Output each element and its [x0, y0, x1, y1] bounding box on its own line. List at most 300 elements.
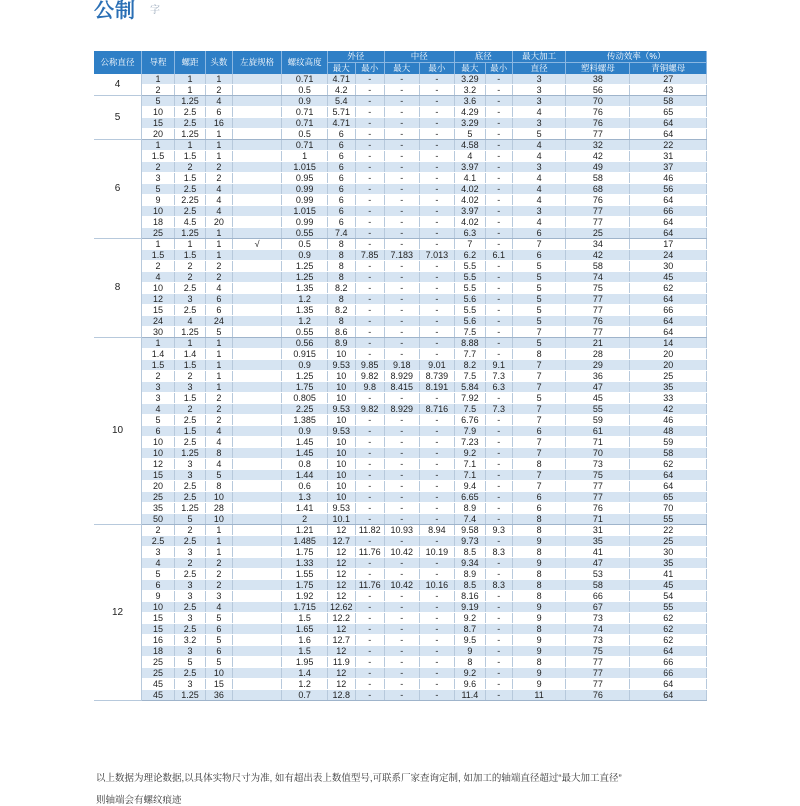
table-cell: 1 — [206, 360, 233, 371]
table-cell: 64 — [630, 195, 707, 206]
table-cell: 64 — [630, 217, 707, 228]
table-cell: - — [419, 129, 454, 140]
table-cell: - — [355, 503, 384, 514]
table-cell: - — [419, 602, 454, 613]
table-row — [94, 393, 707, 404]
table-cell: 1 — [142, 140, 175, 151]
table-cell: 66 — [566, 591, 630, 602]
table-cell — [232, 261, 282, 272]
table-cell — [232, 514, 282, 525]
table-cell: - — [384, 437, 419, 448]
table-cell: - — [419, 294, 454, 305]
table-cell: 2 — [282, 514, 327, 525]
table-cell: 25 — [630, 536, 707, 547]
table-cell: 7.9 — [454, 426, 485, 437]
table-cell — [232, 217, 282, 228]
header-root-max: 最大 — [454, 63, 485, 75]
table-cell: 68 — [566, 184, 630, 195]
table-cell: 2.5 — [175, 481, 206, 492]
table-cell: 34 — [566, 239, 630, 250]
table-cell: - — [355, 591, 384, 602]
table-cell: - — [355, 305, 384, 316]
table-cell: - — [419, 349, 454, 360]
table-cell: 41 — [630, 569, 707, 580]
table-cell: 70 — [630, 503, 707, 514]
table-cell: 45 — [142, 690, 175, 701]
table-cell: 5 — [142, 569, 175, 580]
table-cell: 0.8 — [282, 459, 327, 470]
table-cell: - — [384, 657, 419, 668]
table-cell: 75 — [566, 470, 630, 481]
table-cell: - — [419, 228, 454, 239]
table-cell: - — [485, 316, 512, 327]
table-cell: 7.5 — [454, 404, 485, 415]
table-cell: 1.5 — [175, 393, 206, 404]
table-cell: 2.5 — [175, 206, 206, 217]
table-cell: 4 — [512, 184, 566, 195]
table-cell: 6 — [512, 426, 566, 437]
table-cell: 3 — [512, 206, 566, 217]
table-cell: 0.71 — [282, 140, 327, 151]
table-cell: - — [355, 415, 384, 426]
table-cell — [232, 668, 282, 679]
table-cell: 15 — [142, 305, 175, 316]
table-cell: 2.5 — [175, 569, 206, 580]
table-cell: 1.45 — [282, 437, 327, 448]
table-cell — [232, 536, 282, 547]
table-cell: - — [384, 239, 419, 250]
table-cell — [232, 272, 282, 283]
table-cell — [232, 470, 282, 481]
table-cell: - — [384, 349, 419, 360]
table-cell: 11.9 — [327, 657, 355, 668]
table-cell: - — [384, 503, 419, 514]
table-cell: 71 — [566, 514, 630, 525]
table-cell: 4 — [206, 206, 233, 217]
table-row — [94, 360, 707, 371]
table-cell: 9 — [512, 646, 566, 657]
table-cell: 0.99 — [282, 195, 327, 206]
footnote-line-1: 以上数据为理论数据,以具体实物尺寸为准, 如有超出表上数值型号,可联系厂家查询定制, 如加工的轴端直径超过“最大加工直径” — [96, 773, 622, 784]
table-cell: 1 — [175, 239, 206, 250]
table-cell: 5 — [512, 316, 566, 327]
table-cell — [232, 547, 282, 558]
table-cell: - — [384, 481, 419, 492]
table-cell: - — [485, 85, 512, 96]
table-cell: 1 — [206, 250, 233, 261]
table-cell: 4 — [206, 195, 233, 206]
table-row — [94, 492, 707, 503]
table-cell: 64 — [630, 294, 707, 305]
table-cell: 6 — [327, 129, 355, 140]
table-row — [94, 85, 707, 96]
header-pitch: 螺距 — [175, 51, 206, 74]
table-cell: 1.41 — [282, 503, 327, 514]
table-cell: 8 — [327, 239, 355, 250]
table-cell: 8.929 — [384, 371, 419, 382]
table-cell: 55 — [566, 404, 630, 415]
table-cell: 77 — [566, 129, 630, 140]
table-cell: 1 — [175, 140, 206, 151]
table-cell: 36 — [566, 371, 630, 382]
table-cell: 62 — [630, 613, 707, 624]
table-cell: 4.1 — [454, 173, 485, 184]
table-cell — [232, 657, 282, 668]
table-cell: - — [485, 635, 512, 646]
table-cell: 3.2 — [454, 85, 485, 96]
nominal-diameter-cell: 10 — [94, 338, 142, 525]
table-cell: - — [419, 96, 454, 107]
table-cell: 28 — [206, 503, 233, 514]
table-cell: 6 — [512, 250, 566, 261]
table-cell: 1 — [206, 151, 233, 162]
table-cell: 10 — [327, 459, 355, 470]
table-cell: 12 — [142, 459, 175, 470]
table-cell: 1.75 — [282, 382, 327, 393]
table-cell: - — [419, 646, 454, 657]
table-cell: - — [355, 118, 384, 129]
table-cell: 9.8 — [355, 382, 384, 393]
table-cell — [232, 316, 282, 327]
table-cell: 12.2 — [327, 613, 355, 624]
table-cell: √ — [232, 239, 282, 250]
table-cell: 9.01 — [419, 360, 454, 371]
header-plastic-nut: 塑料螺母 — [566, 63, 630, 75]
table-cell: 77 — [566, 668, 630, 679]
table-cell — [232, 525, 282, 536]
nominal-diameter-cell: 12 — [94, 525, 142, 701]
table-cell: 20 — [630, 349, 707, 360]
table-cell: 7 — [512, 360, 566, 371]
header-root-min: 最小 — [485, 63, 512, 75]
table-cell: - — [485, 107, 512, 118]
table-cell: 6 — [512, 503, 566, 514]
table-cell: 10 — [142, 437, 175, 448]
table-row — [94, 195, 707, 206]
table-cell: 10 — [327, 470, 355, 481]
table-cell: - — [485, 195, 512, 206]
table-cell: 1.95 — [282, 657, 327, 668]
table-cell: 4 — [206, 437, 233, 448]
table-cell: - — [419, 459, 454, 470]
table-cell: 24 — [630, 250, 707, 261]
table-cell — [232, 206, 282, 217]
table-cell: 45 — [142, 679, 175, 690]
table-row — [94, 283, 707, 294]
table-row — [94, 305, 707, 316]
table-cell: 7.1 — [454, 470, 485, 481]
table-cell: 7 — [512, 415, 566, 426]
table-cell: - — [384, 459, 419, 470]
table-cell: - — [355, 217, 384, 228]
table-cell: - — [355, 338, 384, 349]
table-cell: 7.1 — [454, 459, 485, 470]
header-bronze-nut: 青铜螺母 — [630, 63, 707, 75]
table-cell: - — [355, 129, 384, 140]
table-cell: 1.715 — [282, 602, 327, 613]
table-cell: 1.5 — [175, 173, 206, 184]
table-cell: - — [485, 514, 512, 525]
table-cell: - — [419, 195, 454, 206]
table-cell: 55 — [630, 514, 707, 525]
table-cell: 8 — [512, 459, 566, 470]
table-cell — [232, 250, 282, 261]
table-row — [94, 261, 707, 272]
table-row — [94, 96, 707, 107]
table-cell: 4 — [454, 151, 485, 162]
table-cell: 9.18 — [384, 360, 419, 371]
table-cell: 4.02 — [454, 217, 485, 228]
table-row — [94, 635, 707, 646]
table-cell: 2.5 — [175, 668, 206, 679]
table-cell: 1 — [175, 338, 206, 349]
table-row — [94, 327, 707, 338]
table-cell: 5 — [142, 96, 175, 107]
table-cell: 8.5 — [454, 547, 485, 558]
header-middle-diameter: 中径 — [384, 51, 454, 63]
table-cell: 10 — [142, 602, 175, 613]
table-cell: 1.5 — [175, 250, 206, 261]
table-cell: 4 — [206, 602, 233, 613]
table-cell: 1 — [206, 371, 233, 382]
table-cell: - — [419, 261, 454, 272]
table-cell: 4 — [206, 283, 233, 294]
table-cell: - — [355, 96, 384, 107]
table-cell: 7 — [512, 481, 566, 492]
table-cell: - — [419, 569, 454, 580]
table-cell: 1.5 — [175, 151, 206, 162]
table-cell: - — [355, 239, 384, 250]
table-cell: - — [419, 283, 454, 294]
table-cell: 9.53 — [327, 503, 355, 514]
table-cell: 1 — [206, 382, 233, 393]
table-cell: 1.4 — [142, 349, 175, 360]
table-cell: - — [355, 349, 384, 360]
table-cell: 0.71 — [282, 118, 327, 129]
table-cell: 6 — [327, 217, 355, 228]
table-row — [94, 294, 707, 305]
table-cell: 1 — [206, 228, 233, 239]
table-cell: - — [485, 393, 512, 404]
table-cell: - — [419, 514, 454, 525]
table-cell: - — [384, 217, 419, 228]
table-row — [94, 349, 707, 360]
table-cell: 0.7 — [282, 690, 327, 701]
table-cell: 8 — [327, 261, 355, 272]
table-cell: 0.71 — [282, 74, 327, 85]
table-cell: 1 — [142, 74, 175, 85]
table-cell: - — [384, 558, 419, 569]
table-cell: - — [384, 393, 419, 404]
table-cell: 1.5 — [142, 360, 175, 371]
table-cell: 8.5 — [454, 580, 485, 591]
table-row — [94, 481, 707, 492]
table-cell: 2 — [175, 261, 206, 272]
table-cell: 5 — [512, 338, 566, 349]
table-cell: - — [384, 184, 419, 195]
table-row — [94, 140, 707, 151]
table-cell: 9.53 — [327, 360, 355, 371]
table-cell: 24 — [206, 316, 233, 327]
table-cell: 3 — [175, 613, 206, 624]
table-cell — [232, 448, 282, 459]
table-cell: 1 — [206, 74, 233, 85]
header-middle-min: 最小 — [419, 63, 454, 75]
table-cell: 5 — [175, 514, 206, 525]
table-cell: - — [485, 591, 512, 602]
table-cell: 64 — [630, 470, 707, 481]
table-cell: 1.35 — [282, 305, 327, 316]
table-cell: - — [485, 657, 512, 668]
table-cell: 9 — [512, 536, 566, 547]
table-cell: - — [355, 140, 384, 151]
table-cell: 5.5 — [454, 272, 485, 283]
table-cell: 12 — [327, 679, 355, 690]
table-cell: 1 — [206, 338, 233, 349]
table-cell: 6 — [206, 107, 233, 118]
table-cell: 5 — [142, 415, 175, 426]
table-cell: 12 — [327, 624, 355, 635]
table-cell: - — [384, 602, 419, 613]
table-cell: 4.29 — [454, 107, 485, 118]
table-cell: 1.2 — [282, 316, 327, 327]
table-cell: 3 — [512, 162, 566, 173]
table-cell: 0.5 — [282, 85, 327, 96]
header-lead: 导程 — [142, 51, 175, 74]
table-cell: 0.9 — [282, 426, 327, 437]
table-cell: 9 — [512, 679, 566, 690]
table-cell: 1.2 — [282, 679, 327, 690]
table-cell: 8 — [206, 448, 233, 459]
table-cell: - — [419, 305, 454, 316]
table-cell: 76 — [566, 316, 630, 327]
table-cell: 70 — [566, 96, 630, 107]
table-cell: - — [485, 305, 512, 316]
table-cell: - — [419, 657, 454, 668]
table-cell: 2.5 — [175, 492, 206, 503]
table-row — [94, 129, 707, 140]
table-cell: 56 — [566, 85, 630, 96]
table-cell: 62 — [630, 624, 707, 635]
table-cell: 9.53 — [327, 404, 355, 415]
table-cell: 1.25 — [175, 327, 206, 338]
table-cell: - — [485, 272, 512, 283]
table-cell: 2 — [175, 558, 206, 569]
table-cell: 7.3 — [485, 371, 512, 382]
table-cell: 77 — [566, 217, 630, 228]
table-cell: 25 — [142, 657, 175, 668]
table-row — [94, 459, 707, 470]
table-cell: 9 — [454, 646, 485, 657]
table-cell: 6 — [206, 305, 233, 316]
table-cell: - — [419, 690, 454, 701]
table-cell — [232, 140, 282, 151]
table-row — [94, 525, 707, 536]
table-cell: 1 — [206, 547, 233, 558]
table-cell: 9.6 — [454, 679, 485, 690]
table-cell: 30 — [630, 547, 707, 558]
table-cell: 9 — [142, 195, 175, 206]
table-cell: 4 — [206, 96, 233, 107]
table-cell: 2.5 — [175, 283, 206, 294]
table-cell: 6 — [327, 206, 355, 217]
table-cell: - — [355, 261, 384, 272]
table-cell: 9.34 — [454, 558, 485, 569]
table-cell: 45 — [566, 393, 630, 404]
table-cell — [232, 349, 282, 360]
table-row — [94, 404, 707, 415]
table-cell: 20 — [142, 481, 175, 492]
table-cell: 9 — [512, 635, 566, 646]
table-cell: 12 — [327, 547, 355, 558]
table-cell: 1.5 — [142, 151, 175, 162]
table-cell: 14 — [630, 338, 707, 349]
table-cell: 4 — [142, 404, 175, 415]
table-cell: 73 — [566, 635, 630, 646]
table-cell: 2.5 — [175, 624, 206, 635]
table-cell: 3.97 — [454, 206, 485, 217]
table-cell: 2.5 — [175, 536, 206, 547]
table-cell: 6.3 — [454, 228, 485, 239]
table-cell: 2.5 — [175, 602, 206, 613]
table-cell: 3.29 — [454, 118, 485, 129]
table-header — [94, 51, 707, 74]
table-cell: 12 — [327, 558, 355, 569]
table-cell: - — [355, 107, 384, 118]
table-row — [94, 272, 707, 283]
table-row — [94, 382, 707, 393]
table-cell: 6 — [512, 492, 566, 503]
table-cell: - — [384, 305, 419, 316]
table-cell: 5.4 — [327, 96, 355, 107]
table-cell: 2 — [206, 162, 233, 173]
table-cell: 25 — [142, 492, 175, 503]
table-cell — [232, 283, 282, 294]
table-cell: - — [419, 338, 454, 349]
table-cell — [232, 426, 282, 437]
table-cell: 7 — [512, 327, 566, 338]
table-cell: 11.82 — [355, 525, 384, 536]
table-cell: 64 — [630, 129, 707, 140]
table-cell: - — [384, 646, 419, 657]
table-cell — [232, 327, 282, 338]
table-cell: - — [419, 624, 454, 635]
table-cell: 8.9 — [454, 569, 485, 580]
table-cell: 8.6 — [327, 327, 355, 338]
table-cell: 50 — [142, 514, 175, 525]
table-cell: 17 — [630, 239, 707, 250]
table-cell: 12 — [327, 591, 355, 602]
table-cell: - — [419, 635, 454, 646]
footnote-line-2: 则轴端会有螺纹痕迹 — [96, 795, 182, 806]
table-cell: 1 — [142, 239, 175, 250]
table-cell: - — [419, 85, 454, 96]
table-cell — [232, 74, 282, 85]
table-cell: - — [384, 129, 419, 140]
table-cell: 64 — [630, 646, 707, 657]
table-cell: 74 — [566, 624, 630, 635]
table-cell: - — [485, 492, 512, 503]
table-cell: 71 — [566, 437, 630, 448]
table-cell: 10.42 — [384, 547, 419, 558]
page-title: 公制 — [94, 0, 136, 22]
table-cell: - — [485, 74, 512, 85]
table-cell: - — [485, 206, 512, 217]
table-cell: 9.58 — [454, 525, 485, 536]
table-cell: 64 — [630, 228, 707, 239]
table-cell: - — [485, 679, 512, 690]
table-cell: 3 — [142, 393, 175, 404]
